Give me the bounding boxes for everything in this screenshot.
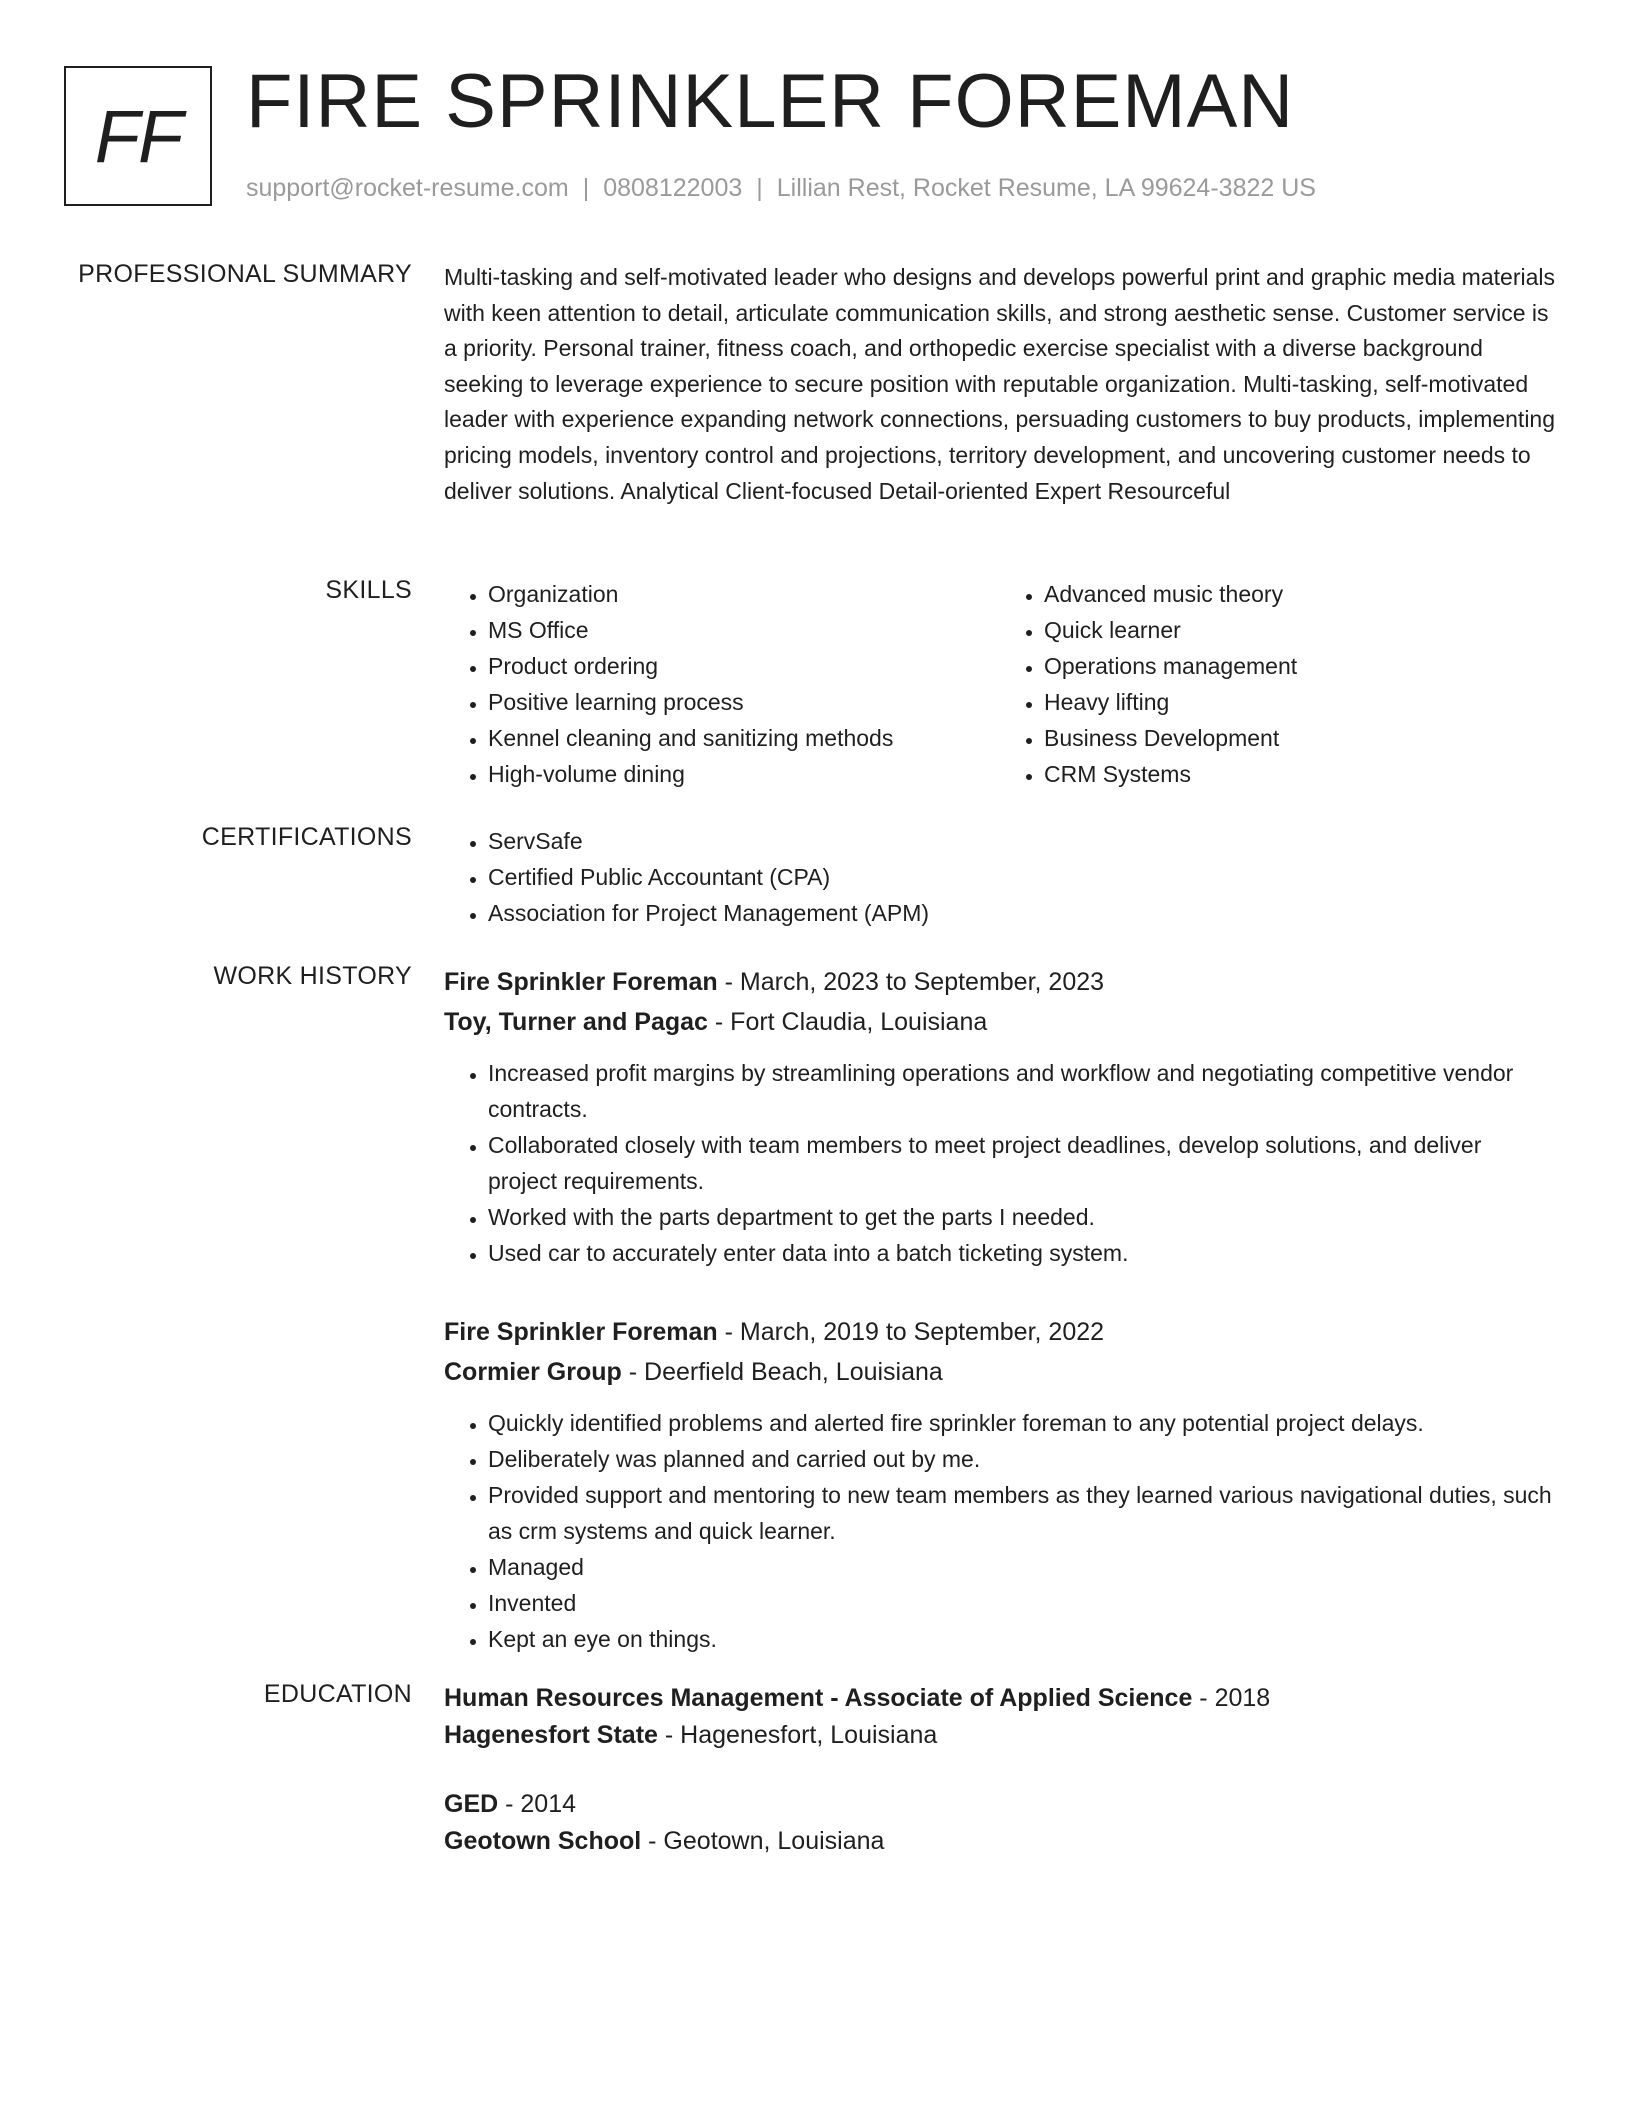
skills-list-right bbox=[1000, 576, 1556, 792]
education-school: Hagenesfort State bbox=[444, 1721, 658, 1749]
skill-item: • Positive learning process bbox=[488, 684, 1000, 720]
job-bullet: • Managed bbox=[488, 1549, 1556, 1585]
contact-phone[interactable]: 0808122003 bbox=[603, 174, 743, 202]
certification-item: • Association for Project Management (APM) bbox=[488, 895, 1556, 931]
contact-separator: | bbox=[756, 174, 763, 202]
certifications-list bbox=[444, 823, 1556, 931]
education-location: - Hagenesfort, Louisiana bbox=[657, 1721, 938, 1749]
job-company: Cormier Group bbox=[444, 1358, 622, 1386]
contact-line bbox=[246, 174, 1316, 203]
job-bullets bbox=[444, 1405, 1556, 1657]
skill-item: • MS Office bbox=[488, 612, 1000, 648]
education-degree: GED bbox=[444, 1790, 499, 1818]
education-entry bbox=[444, 1680, 1556, 1754]
education-degree-line bbox=[444, 1786, 1556, 1823]
skill-item: • Heavy lifting bbox=[1044, 684, 1556, 720]
job-bullet: • Provided support and mentoring to new team members as they learned various navigational duties, such as crm systems and quick learner. bbox=[488, 1477, 1556, 1549]
job-bullet: • Deliberately was planned and carried out by me. bbox=[488, 1441, 1556, 1477]
resume-title: FIRE SPRINKLER FOREMAN bbox=[246, 59, 1295, 144]
job-bullet: • Collaborated closely with team members to meet project deadlines, develop solutions, and deliver project requirements. bbox=[488, 1127, 1556, 1199]
job-title-line bbox=[444, 962, 1556, 1002]
job-bullet: • Invented bbox=[488, 1585, 1556, 1621]
certification-item: • ServSafe bbox=[488, 823, 1556, 859]
contact-separator: | bbox=[582, 174, 590, 202]
job-bullet: • Worked with the parts department to get the parts I needed. bbox=[488, 1199, 1556, 1235]
job-company-line bbox=[444, 1002, 1556, 1042]
certification-item: • Certified Public Accountant (CPA) bbox=[488, 859, 1556, 895]
job-title: Fire Sprinkler Foreman bbox=[444, 968, 718, 996]
skill-item: • Product ordering bbox=[488, 648, 1000, 684]
education-year: - 2014 bbox=[498, 1790, 577, 1818]
job-location: - Fort Claudia, Louisiana bbox=[707, 1008, 988, 1036]
job-company-line bbox=[444, 1352, 1556, 1392]
job-title: Fire Sprinkler Foreman bbox=[444, 1318, 718, 1346]
education-location: - Geotown, Louisiana bbox=[641, 1827, 885, 1855]
job-dates: - March, 2019 to September, 2022 bbox=[717, 1318, 1105, 1346]
summary-text: Multi-tasking and self-motivated leader who designs and develops powerful print and graphic media materials with keen attention to detail, articulate communication skills, and strong aesthetic sense. Customer service is a priority. Personal trainer, fitness coach, and orthopedic exercise specialist with a diverse background seeking to leverage experience to secure position with reputable organization. Multi-tasking, self-motivated leader with experience expanding network connections, persuading customers to buy products, implementing pricing models, inventory control and projections, territory development, and uncovering customer needs to deliver solutions. Analytical Client-focused Detail-oriented Expert Resourceful bbox=[444, 264, 1556, 504]
job-entry bbox=[444, 1312, 1556, 1657]
section-label: CERTIFICATIONS bbox=[201, 823, 412, 851]
education-school-line bbox=[444, 1717, 1556, 1754]
skill-item: • Business Development bbox=[1044, 720, 1556, 756]
job-bullet: • Used car to accurately enter data into a batch ticketing system. bbox=[488, 1235, 1556, 1271]
job-entry bbox=[444, 962, 1556, 1271]
education-degree-line bbox=[444, 1680, 1556, 1717]
education-school-line bbox=[444, 1823, 1556, 1860]
section-label: SKILLS bbox=[325, 576, 412, 604]
skill-item: • Advanced music theory bbox=[1044, 576, 1556, 612]
skill-item: • CRM Systems bbox=[1044, 756, 1556, 792]
education-school: Geotown School bbox=[444, 1827, 642, 1855]
skill-item: • Kennel cleaning and sanitizing methods bbox=[488, 720, 1000, 756]
section-label: PROFESSIONAL SUMMARY bbox=[78, 260, 412, 288]
skill-item: • Quick learner bbox=[1044, 612, 1556, 648]
job-bullet: • Kept an eye on things. bbox=[488, 1621, 1556, 1657]
education-entry bbox=[444, 1786, 1556, 1860]
monogram-logo: FF bbox=[64, 66, 212, 206]
contact-email[interactable]: support@rocket-resume.com bbox=[246, 174, 569, 202]
contact-address: Lillian Rest, Rocket Resume, LA 99624-3822 US bbox=[776, 174, 1316, 202]
job-dates: - March, 2023 to September, 2023 bbox=[717, 968, 1105, 996]
skills-list-left bbox=[444, 576, 1000, 792]
section-label: WORK HISTORY bbox=[213, 962, 412, 990]
job-bullets bbox=[444, 1055, 1556, 1271]
skill-item: • Operations management bbox=[1044, 648, 1556, 684]
education-year: - 2018 bbox=[1192, 1684, 1271, 1712]
skill-item: • High-volume dining bbox=[488, 756, 1000, 792]
job-bullet: • Increased profit margins by streamlining operations and workflow and negotiating competitive vendor contracts. bbox=[488, 1055, 1556, 1127]
job-company: Toy, Turner and Pagac bbox=[444, 1008, 708, 1036]
job-bullet: • Quickly identified problems and alerted fire sprinkler foreman to any potential project delays. bbox=[488, 1405, 1556, 1441]
section-label: EDUCATION bbox=[263, 1680, 412, 1708]
skill-item: • Organization bbox=[488, 576, 1000, 612]
education-degree: Human Resources Management - Associate of Applied Science bbox=[444, 1684, 1193, 1712]
job-title-line bbox=[444, 1312, 1556, 1352]
job-location: - Deerfield Beach, Louisiana bbox=[621, 1358, 943, 1386]
